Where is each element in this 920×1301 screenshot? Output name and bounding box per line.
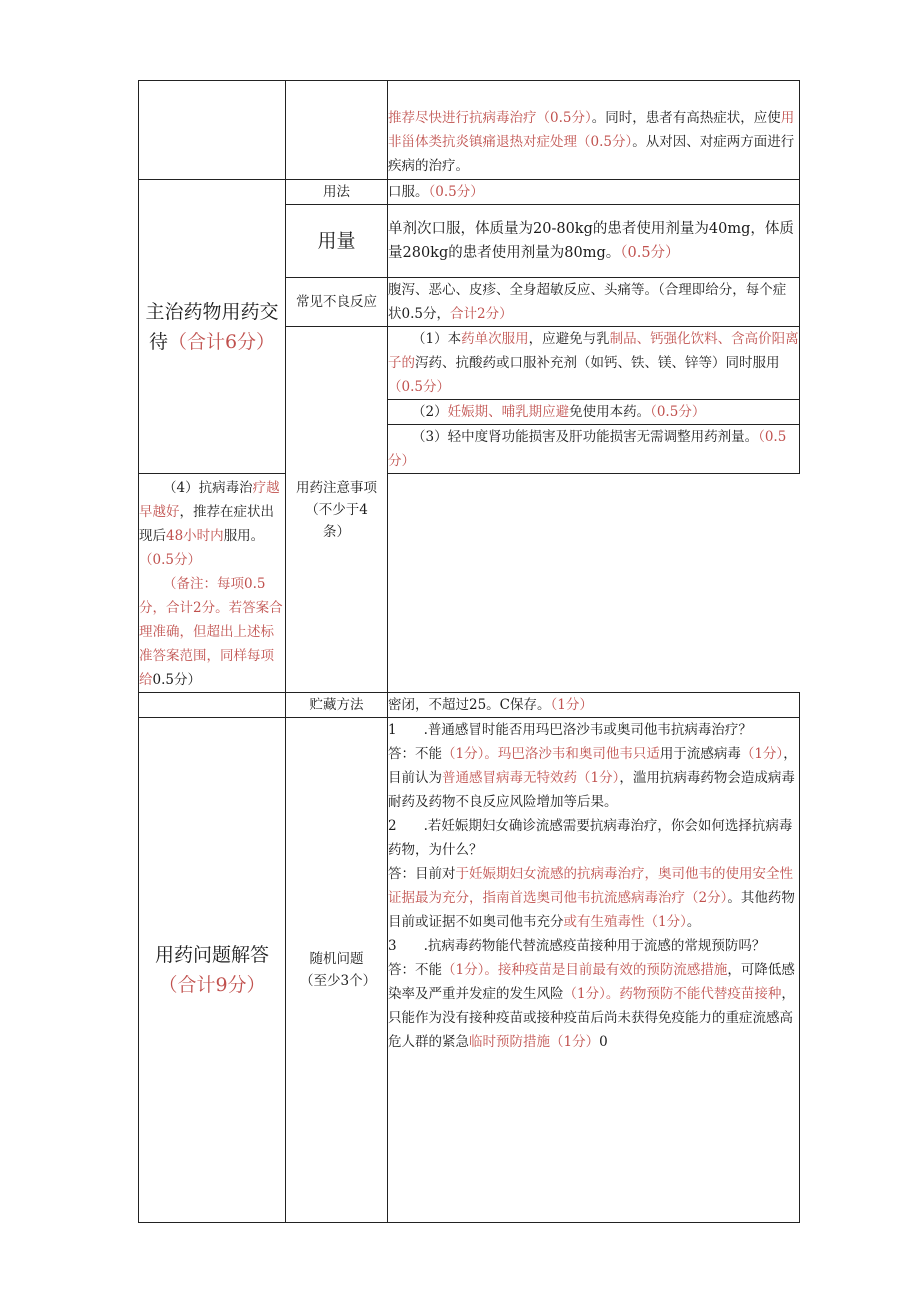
adverse-cell bbox=[388, 278, 800, 327]
q3-a2: （1分）。接种疫苗是目前最有效的预防流感措施 bbox=[442, 962, 728, 978]
section1-title: 主治药物用药交待 bbox=[145, 300, 279, 353]
q2-answer bbox=[388, 862, 799, 934]
q3-a1: 答：不能 bbox=[388, 962, 442, 978]
q3-question: 3 .抗病毒药物能代替流感疫苗接种用于流感的常规预防吗？ bbox=[388, 938, 766, 954]
note3-a: （3）轻中度肾功能损害及肝功能损害无需调整用药剂量。 bbox=[412, 429, 759, 445]
usage-row bbox=[139, 180, 800, 205]
note1-f: （0.5分） bbox=[388, 379, 450, 395]
note4-row bbox=[139, 474, 800, 693]
q3-a5: ，只能作为没有接种疫苗或接种疫苗后尚未获得免疫能力的重症流感高危人群的紧急 bbox=[388, 986, 795, 1050]
q2-question: 2 .若妊娠期妇女确诊流感需要抗病毒治疗，你会如何选择抗病毒药物，为什么？ bbox=[388, 818, 793, 858]
adverse-score: 合计2分） bbox=[449, 306, 513, 322]
q1-a1: 答：不能 bbox=[388, 746, 442, 762]
note4-b: 疗越早越好 bbox=[139, 480, 280, 520]
q1-a4: （1分） bbox=[740, 746, 784, 762]
fever-text: 。同时，患者有高热症状，应使 bbox=[591, 110, 781, 126]
note1-a: （1）本 bbox=[412, 331, 462, 347]
q1-answer bbox=[388, 742, 799, 814]
q1-a3: 用于流感病毒 bbox=[659, 746, 741, 762]
note4-f: （0.5分） bbox=[139, 552, 201, 568]
note2-d: （0.5分） bbox=[650, 404, 706, 420]
q3-answer bbox=[388, 958, 799, 1054]
note1-c: ，应避免与乳 bbox=[528, 331, 610, 347]
note4-d: 48小时内 bbox=[166, 528, 224, 544]
combined-treatment-text: 。从对因、对症两方面进行疾病的治疗。 bbox=[388, 134, 795, 174]
storage-cell bbox=[388, 693, 800, 718]
qa-cell bbox=[388, 718, 800, 1223]
usage-cell bbox=[388, 180, 800, 205]
q1-a2: （1分）。玛巴洛沙韦和奥司他韦只适 bbox=[442, 746, 660, 762]
dose-score: （0.5分） bbox=[620, 245, 680, 261]
note4-cell bbox=[139, 474, 286, 693]
q3-a7: 0 bbox=[599, 1034, 608, 1050]
q3-a3: ，可降低感染率及严重并发症的发生风险 bbox=[388, 962, 795, 1002]
q3-a6: 临时预防措施（1分） bbox=[469, 1034, 600, 1050]
note1-b: 药单次服用 bbox=[461, 331, 529, 347]
storage-label: 贮藏方法 bbox=[286, 693, 388, 718]
storage-text: 密闭，不超过25。C保存。 bbox=[388, 697, 551, 713]
nsaid-text: 用非甾体类抗炎镇痛退热对症处理（0.5分） bbox=[388, 110, 795, 150]
note3-b: （0.5分） bbox=[388, 429, 787, 469]
storage-score: （1分） bbox=[550, 697, 593, 713]
note1-d: 制品、钙强化饮料、含高价阳离子的 bbox=[388, 331, 799, 371]
qa-row bbox=[139, 718, 800, 1223]
usage-score: （0.5分） bbox=[428, 184, 484, 200]
q3-a4: （1分）。药物预防不能代替疫苗接种 bbox=[563, 986, 782, 1002]
usage-label: 用法 bbox=[286, 180, 388, 205]
note4-c: ，推荐在症状出现后 bbox=[139, 504, 274, 544]
remark-a: （备注：每项0.5分，合计2分。若答案合理准确，但超出上述标准答案范围，同样每项给 bbox=[139, 576, 283, 688]
remark-b: 0.5分） bbox=[152, 672, 201, 688]
q1-a6: 普通感冒病毒无特效药（1分） bbox=[442, 770, 620, 786]
note1-cell bbox=[388, 327, 800, 400]
section-medication-instructions bbox=[139, 180, 286, 474]
empty-section-cell bbox=[139, 81, 286, 180]
note4-e: 服用。 bbox=[223, 528, 265, 544]
adverse-label: 常见不良反应 bbox=[286, 278, 388, 327]
note1-e: 泻药、抗酸药或口服补充剂（如钙、铁、镁、锌等）同时服用 bbox=[415, 355, 780, 371]
q1-a7: ，滥用抗病毒药物会造成病毒耐药及药物不良反应风险增加等后果。 bbox=[388, 770, 795, 810]
antiviral-text: 推荐尽快进行抗病毒治疗（0.5分） bbox=[388, 110, 592, 126]
note2-a: （2） bbox=[412, 404, 448, 420]
note2-cell bbox=[388, 400, 800, 425]
treatment-text-cell bbox=[388, 81, 800, 180]
note4-a: （4）抗病毒治 bbox=[163, 480, 253, 496]
storage-row bbox=[139, 693, 800, 718]
usage-text: 口服。 bbox=[388, 184, 429, 200]
q2-a4: 或有生殖毒性（1分） bbox=[563, 914, 687, 930]
note2-c: 免使用本药。 bbox=[569, 404, 651, 420]
section2-score: （合计9分） bbox=[158, 974, 266, 996]
medication-counseling-table bbox=[138, 80, 800, 1223]
q1-a5: ，目前认为 bbox=[388, 746, 797, 786]
dose-cell bbox=[388, 205, 800, 278]
note2-b: 妊娠期、哺乳期应避 bbox=[447, 404, 570, 420]
treatment-continuation-row bbox=[139, 81, 800, 180]
adverse-text: 腹泻、恶心、皮疹、全身超敏反应、头痛等。（合理即给分，每个症状0.5分， bbox=[388, 282, 787, 322]
empty-label-cell bbox=[286, 81, 388, 180]
random-questions-label: 随机问题（至少3个） bbox=[286, 718, 388, 1223]
q1-question: 1 .普通感冒时能否用玛巴洛沙韦或奥司他韦抗病毒治疗？ bbox=[388, 722, 752, 738]
section-medication-qa bbox=[139, 718, 286, 1223]
notes-label: 用药注意事项（不少于4条） bbox=[286, 327, 388, 693]
section1-score: （合计6分） bbox=[167, 330, 276, 353]
q2-a1: 答：目前对 bbox=[388, 866, 456, 882]
dose-text: 单剂次口服，体质量为20-80kg的患者使用剂量为40mg，体质量280kg的患者使用剂量为80mg。 bbox=[388, 221, 794, 261]
section1-bottom-cell bbox=[139, 693, 286, 718]
section2-title: 用药问题解答 bbox=[154, 944, 269, 966]
q2-a2: 于妊娠期妇女流感的抗病毒治疗，奥司他韦的使用安全性证据最为充分，指南首选奥司他韦抗流感病毒治疗（2分） bbox=[388, 866, 793, 906]
q2-a5: 。 bbox=[686, 914, 701, 930]
note3-cell bbox=[388, 425, 800, 474]
dose-label: 用量 bbox=[286, 205, 388, 278]
q2-a3: 。其他药物目前或证据不如奥司他韦充分 bbox=[388, 890, 795, 930]
